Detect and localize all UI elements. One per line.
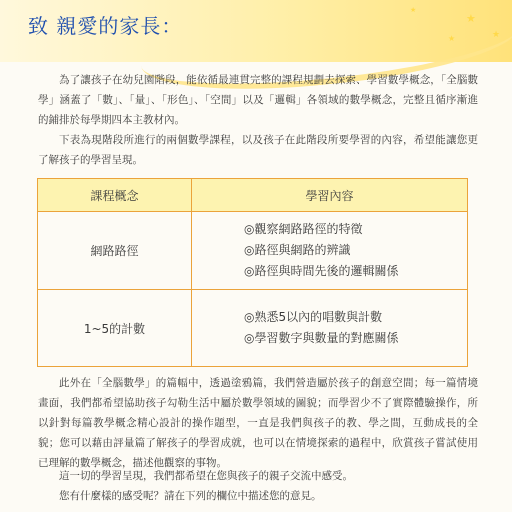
content-cell: [192, 212, 468, 290]
star-icon: ★: [410, 6, 417, 14]
header-banner: [0, 0, 512, 62]
concept-cell: 網路路徑: [38, 212, 192, 290]
star-icon: ★: [466, 12, 476, 25]
content-cell: [192, 290, 468, 367]
page-title: 致 親愛的家長：: [28, 14, 183, 38]
closing-paragraph-3: 您有什麼樣的感受呢？請在下列的欄位中描述您的意見。: [59, 490, 322, 502]
learning-item: ◎觀察網路路徑的特徵: [244, 222, 363, 236]
curriculum-table: [37, 178, 468, 367]
intro-paragraph-2: 下表為現階段所進行的兩個數學課程，以及孩子在此階段所要學習的內容，希望能讓您更了解孩子的學習呈現。: [38, 134, 478, 166]
intro-paragraph-1: 為了讓孩子在幼兒園階段，能依循最連貫完整的課程規劃去探索、學習數學概念，「全腦數學」涵蓋了「數」、「量」、「形色」、「空間」以及「邏輯」各領域的數學概念，完整且循序漸進的鋪排於每學期四本主教材內。: [38, 74, 478, 126]
closing-paragraph-1: 此外在「全腦數學」的篇幅中，透過塗鴉篇，我們營造屬於孩子的創意空間；每一篇情境畫面，我們都希望協助孩子勾勒生活中屬於數學領域的圖貌；而學習少不了實際體驗操作，所以針對每篇教學概念精心設計的操作題型，一直是我們與孩子的教、學之間，互動成長的全貌；您可以藉由評量篇了解孩子的學習成就，也可以在情境探索的過程中，欣賞孩子嘗試使用已理解的數學概念，描述他觀察的事物。: [38, 377, 478, 469]
column-header-content: 學習內容: [192, 179, 468, 212]
concept-cell: 1~5的計數: [38, 290, 192, 367]
learning-item: ◎熟悉5以內的唱數與計數: [244, 310, 383, 324]
closing-paragraph-2: 這一切的學習呈現，我們都希望在您與孩子的親子交流中感受。: [59, 470, 353, 482]
learning-item: ◎路徑與時間先後的邏輯關係: [244, 264, 399, 278]
learning-item: ◎學習數字與數量的對應關係: [244, 331, 399, 345]
star-icon: ★: [492, 30, 501, 40]
table-row: [38, 290, 468, 367]
table-row: [38, 212, 468, 290]
star-icon: ★: [448, 34, 456, 43]
table-header-row: [38, 179, 468, 212]
column-header-concept: 課程概念: [38, 179, 192, 212]
learning-item: ◎路徑與網路的辨識: [244, 243, 351, 257]
